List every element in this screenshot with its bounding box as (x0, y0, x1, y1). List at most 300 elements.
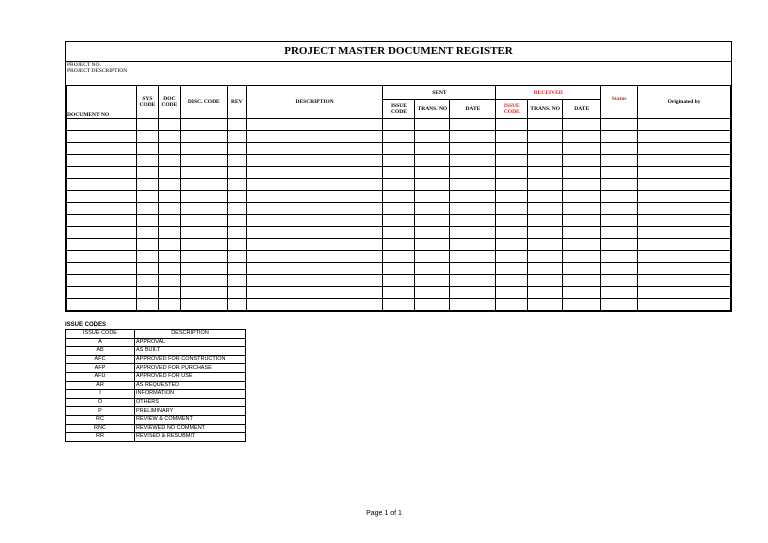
register-cell[interactable] (450, 239, 496, 251)
register-cell[interactable] (158, 167, 180, 179)
register-cell[interactable] (67, 131, 137, 143)
register-row (67, 155, 731, 167)
register-cell[interactable] (601, 239, 638, 251)
register-cell[interactable] (227, 131, 246, 143)
register-cell[interactable] (563, 275, 601, 287)
register-row (67, 239, 731, 251)
register-cell[interactable] (158, 239, 180, 251)
register-cell[interactable] (638, 239, 731, 251)
register-cell[interactable] (180, 155, 227, 167)
register-cell[interactable] (638, 179, 731, 191)
register-cell[interactable] (563, 239, 601, 251)
register-cell[interactable] (563, 299, 601, 311)
register-cell[interactable] (180, 143, 227, 155)
register-cell[interactable] (246, 167, 383, 179)
register-cell[interactable] (601, 287, 638, 299)
register-cell[interactable] (180, 167, 227, 179)
register-rows (67, 119, 731, 311)
register-cell[interactable] (528, 167, 563, 179)
register-cell[interactable] (450, 179, 496, 191)
register-cell[interactable] (450, 227, 496, 239)
col-rev: REV (227, 86, 246, 119)
register-cell[interactable] (638, 119, 731, 131)
register-cell[interactable] (383, 275, 415, 287)
col-sent-trans-no: TRANS. NO (415, 100, 450, 119)
register-cell[interactable] (180, 239, 227, 251)
register-cell[interactable] (528, 143, 563, 155)
register-cell[interactable] (528, 227, 563, 239)
register-cell[interactable] (415, 251, 450, 263)
register-cell[interactable] (563, 227, 601, 239)
register-cell[interactable] (496, 179, 528, 191)
issue-code-description: REVISED & RESUBMIT (135, 433, 246, 442)
register-cell[interactable] (496, 203, 528, 215)
register-cell[interactable] (227, 239, 246, 251)
register-cell[interactable] (136, 191, 158, 203)
register-cell[interactable] (136, 299, 158, 311)
issue-code-description: APPROVAL (135, 338, 246, 347)
col-sent-issue-code: ISSUE CODE (383, 100, 415, 119)
register-cell[interactable] (601, 299, 638, 311)
register-cell[interactable] (227, 215, 246, 227)
register-row (67, 299, 731, 311)
register-cell[interactable] (601, 155, 638, 167)
register-cell[interactable] (227, 191, 246, 203)
register-cell[interactable] (450, 131, 496, 143)
register-cell[interactable] (158, 191, 180, 203)
register-cell[interactable] (415, 167, 450, 179)
register-cell[interactable] (67, 155, 137, 167)
register-row (67, 167, 731, 179)
register-cell[interactable] (67, 299, 137, 311)
register-cell[interactable] (496, 239, 528, 251)
register-cell[interactable] (415, 203, 450, 215)
register-cell[interactable] (227, 119, 246, 131)
register-cell[interactable] (246, 287, 383, 299)
issue-code-row (66, 407, 246, 416)
register-row (67, 287, 731, 299)
register-cell[interactable] (246, 227, 383, 239)
register-cell[interactable] (528, 263, 563, 275)
register-cell[interactable] (601, 119, 638, 131)
issue-code-row (66, 355, 246, 364)
issue-code: AFU (66, 372, 135, 381)
register-cell[interactable] (563, 251, 601, 263)
register-cell[interactable] (158, 203, 180, 215)
register-cell[interactable] (415, 143, 450, 155)
register-cell[interactable] (601, 263, 638, 275)
register-cell[interactable] (601, 215, 638, 227)
register-cell[interactable] (450, 191, 496, 203)
register-cell[interactable] (528, 299, 563, 311)
register-cell[interactable] (528, 215, 563, 227)
register-row (67, 119, 731, 131)
register-cell[interactable] (601, 179, 638, 191)
register-cell[interactable] (450, 263, 496, 275)
register-row (67, 179, 731, 191)
register-cell[interactable] (528, 251, 563, 263)
register-cell[interactable] (496, 143, 528, 155)
register-cell[interactable] (638, 143, 731, 155)
issue-code-description: AS REQUESTED (135, 381, 246, 390)
register-cell[interactable] (67, 287, 137, 299)
register-cell[interactable] (180, 203, 227, 215)
register-cell[interactable] (496, 131, 528, 143)
col-group-sent: SENT (383, 86, 496, 100)
issue-code-description: REVIEWED NO COMMENT (135, 424, 246, 433)
register-cell[interactable] (246, 251, 383, 263)
register-cell[interactable] (246, 143, 383, 155)
issue-code: P (66, 407, 135, 416)
register-cell[interactable] (450, 155, 496, 167)
issue-code: AR (66, 381, 135, 390)
project-description-label: PROJECT DESCRIPTION (67, 68, 128, 74)
col-group-received: RECEIVED (496, 86, 601, 100)
register-cell[interactable] (383, 143, 415, 155)
register-cell[interactable] (601, 143, 638, 155)
register-cell[interactable] (180, 131, 227, 143)
register-cell[interactable] (450, 275, 496, 287)
register-cell[interactable] (227, 167, 246, 179)
register-cell[interactable] (383, 239, 415, 251)
col-received-trans-no: TRANS. NO (528, 100, 563, 119)
issue-code-description: REVIEW & COMMENT (135, 415, 246, 424)
register-cell[interactable] (246, 299, 383, 311)
register-cell[interactable] (227, 275, 246, 287)
register-cell[interactable] (383, 119, 415, 131)
register-cell[interactable] (563, 179, 601, 191)
register-cell[interactable] (136, 167, 158, 179)
register-cell[interactable] (415, 275, 450, 287)
register-cell[interactable] (601, 275, 638, 287)
register-cell[interactable] (415, 263, 450, 275)
register-cell[interactable] (180, 251, 227, 263)
register-cell[interactable] (496, 287, 528, 299)
issue-code-description: APPROVED FOR USE (135, 372, 246, 381)
register-cell[interactable] (638, 263, 731, 275)
register-cell[interactable] (136, 143, 158, 155)
register-cell[interactable] (158, 131, 180, 143)
register-cell[interactable] (415, 215, 450, 227)
register-row (67, 131, 731, 143)
issue-code-row (66, 433, 246, 442)
register-row (67, 275, 731, 287)
register-cell[interactable] (67, 191, 137, 203)
register-cell[interactable] (496, 275, 528, 287)
register-cell[interactable] (496, 167, 528, 179)
issue-code-row (66, 338, 246, 347)
register-cell[interactable] (383, 155, 415, 167)
register-cell[interactable] (136, 215, 158, 227)
register-cell[interactable] (601, 227, 638, 239)
register-cell[interactable] (528, 287, 563, 299)
register-cell[interactable] (136, 263, 158, 275)
register-cell[interactable] (136, 119, 158, 131)
issue-code: O (66, 398, 135, 407)
col-description: DESCRIPTION (246, 86, 383, 119)
issue-code-row (66, 390, 246, 399)
register-cell[interactable] (528, 239, 563, 251)
register-cell[interactable] (180, 227, 227, 239)
register-cell[interactable] (638, 191, 731, 203)
project-info (66, 61, 731, 86)
register-cell[interactable] (415, 191, 450, 203)
page-title: PROJECT MASTER DOCUMENT REGISTER (66, 42, 731, 62)
register-cell[interactable] (136, 155, 158, 167)
register-cell[interactable] (136, 239, 158, 251)
col-received-issue-code: ISSUE CODE (496, 100, 528, 119)
issue-code-row (66, 398, 246, 407)
register-cell[interactable] (383, 131, 415, 143)
register-cell[interactable] (136, 179, 158, 191)
register-cell[interactable] (601, 167, 638, 179)
register-cell[interactable] (246, 131, 383, 143)
register-cell[interactable] (528, 131, 563, 143)
register-cell[interactable] (528, 203, 563, 215)
register-cell[interactable] (383, 227, 415, 239)
issue-code-row (66, 424, 246, 433)
register-cell[interactable] (415, 299, 450, 311)
register-cell[interactable] (67, 179, 137, 191)
register-cell[interactable] (158, 215, 180, 227)
register-cell[interactable] (246, 215, 383, 227)
register-cell[interactable] (67, 203, 137, 215)
register-cell[interactable] (383, 167, 415, 179)
register-cell[interactable] (563, 203, 601, 215)
register-cell[interactable] (528, 119, 563, 131)
register-cell[interactable] (67, 263, 137, 275)
register-cell[interactable] (563, 131, 601, 143)
register-cell[interactable] (563, 215, 601, 227)
register-cell[interactable] (136, 251, 158, 263)
register-cell[interactable] (496, 155, 528, 167)
issue-code-description: AS BUILT (135, 347, 246, 356)
register-cell[interactable] (496, 251, 528, 263)
register-cell[interactable] (450, 287, 496, 299)
register-cell[interactable] (601, 191, 638, 203)
issue-code-row (66, 381, 246, 390)
register-cell[interactable] (601, 131, 638, 143)
register-cell[interactable] (246, 179, 383, 191)
register-cell[interactable] (227, 299, 246, 311)
register-cell[interactable] (227, 263, 246, 275)
issue-codes-title: ISSUE CODES (65, 322, 107, 328)
register-cell[interactable] (383, 287, 415, 299)
issue-codes-table (65, 329, 246, 442)
register-cell[interactable] (450, 203, 496, 215)
register-cell[interactable] (136, 275, 158, 287)
register-cell[interactable] (638, 167, 731, 179)
register-cell[interactable] (450, 167, 496, 179)
col-document-no: DOCUMENT NO (67, 86, 137, 119)
register-cell[interactable] (158, 251, 180, 263)
register-cell[interactable] (180, 287, 227, 299)
register-cell[interactable] (496, 299, 528, 311)
col-disc-code: DISC. CODE (180, 86, 227, 119)
register-cell[interactable] (528, 155, 563, 167)
register-cell[interactable] (246, 119, 383, 131)
issue-code: AFP (66, 364, 135, 373)
register-cell[interactable] (415, 227, 450, 239)
register-cell[interactable] (158, 143, 180, 155)
register-row (67, 263, 731, 275)
register-cell[interactable] (528, 191, 563, 203)
register-cell[interactable] (638, 131, 731, 143)
register-cell[interactable] (246, 203, 383, 215)
register-row (67, 143, 731, 155)
register-cell[interactable] (180, 191, 227, 203)
register-cell[interactable] (383, 179, 415, 191)
register-cell[interactable] (180, 119, 227, 131)
issue-code-description: APPROVED FOR CONSTRUCTION (135, 355, 246, 364)
register-cell[interactable] (496, 227, 528, 239)
register-cell[interactable] (227, 203, 246, 215)
issue-code-row (66, 372, 246, 381)
register-cell[interactable] (563, 287, 601, 299)
register-cell[interactable] (638, 227, 731, 239)
register-cell[interactable] (496, 215, 528, 227)
register-cell[interactable] (67, 119, 137, 131)
register-cell[interactable] (601, 251, 638, 263)
register-cell[interactable] (158, 263, 180, 275)
register-cell[interactable] (415, 155, 450, 167)
register-cell[interactable] (180, 215, 227, 227)
register-cell[interactable] (496, 119, 528, 131)
issue-code-row (66, 364, 246, 373)
register-cell[interactable] (638, 251, 731, 263)
register-cell[interactable] (136, 287, 158, 299)
register-row (67, 227, 731, 239)
register-cell[interactable] (638, 275, 731, 287)
page-footer: Page 1 of 1 (366, 510, 402, 517)
col-received-date: DATE (563, 100, 601, 119)
register-cell[interactable] (450, 251, 496, 263)
issue-code-row (66, 347, 246, 356)
register-cell[interactable] (638, 299, 731, 311)
register-cell[interactable] (227, 143, 246, 155)
register-cell[interactable] (563, 167, 601, 179)
register-cell[interactable] (67, 227, 137, 239)
issue-code: A (66, 338, 135, 347)
register-cell[interactable] (227, 287, 246, 299)
register-cell[interactable] (158, 227, 180, 239)
register-row (67, 203, 731, 215)
register-row (67, 215, 731, 227)
register-cell[interactable] (383, 251, 415, 263)
register-cell[interactable] (67, 167, 137, 179)
register-cell[interactable] (383, 191, 415, 203)
issue-code: AFC (66, 355, 135, 364)
register-cell[interactable] (67, 143, 137, 155)
register-cell[interactable] (638, 203, 731, 215)
issue-code-row (66, 415, 246, 424)
register-cell[interactable] (383, 215, 415, 227)
register-cell[interactable] (638, 215, 731, 227)
issue-codes-header-code: ISSUE CODE (66, 330, 135, 339)
register-cell[interactable] (563, 155, 601, 167)
register-cell[interactable] (383, 263, 415, 275)
register-cell[interactable] (450, 299, 496, 311)
register-cell[interactable] (158, 299, 180, 311)
register-cell[interactable] (638, 155, 731, 167)
register-cell[interactable] (496, 191, 528, 203)
issue-code: RR (66, 433, 135, 442)
register-cell[interactable] (180, 299, 227, 311)
col-doc-code: DOC CODE (158, 86, 180, 119)
register-cell[interactable] (415, 131, 450, 143)
register-cell[interactable] (227, 251, 246, 263)
issue-code: RC (66, 415, 135, 424)
register-cell[interactable] (246, 263, 383, 275)
register-cell[interactable] (450, 215, 496, 227)
register-cell[interactable] (496, 263, 528, 275)
col-originated-by: Originated by (638, 86, 731, 119)
issue-codes-rows (66, 338, 246, 441)
register-cell[interactable] (67, 251, 137, 263)
project-no-label: PROJECT NO. (67, 62, 101, 68)
register-cell[interactable] (67, 215, 137, 227)
register-cell[interactable] (67, 275, 137, 287)
register-cell[interactable] (450, 119, 496, 131)
register-cell[interactable] (227, 227, 246, 239)
register-cell[interactable] (158, 275, 180, 287)
register-cell[interactable] (246, 191, 383, 203)
register-cell[interactable] (246, 239, 383, 251)
register-cell[interactable] (415, 239, 450, 251)
register-cell[interactable] (563, 119, 601, 131)
register-cell[interactable] (158, 287, 180, 299)
register-cell[interactable] (227, 179, 246, 191)
register-cell[interactable] (638, 287, 731, 299)
register-cell[interactable] (136, 203, 158, 215)
register-cell[interactable] (450, 143, 496, 155)
register-cell[interactable] (563, 263, 601, 275)
register-sheet (65, 41, 732, 312)
issue-code-description: OTHERS (135, 398, 246, 407)
register-cell[interactable] (227, 155, 246, 167)
register-cell[interactable] (180, 263, 227, 275)
issue-codes-header-description: DESCRIPTION (135, 330, 246, 339)
issue-code-description: PRELIMINARY (135, 407, 246, 416)
register-cell[interactable] (563, 191, 601, 203)
register-cell[interactable] (246, 155, 383, 167)
register-cell[interactable] (136, 227, 158, 239)
register-cell[interactable] (158, 179, 180, 191)
register-cell[interactable] (383, 299, 415, 311)
register-cell[interactable] (415, 179, 450, 191)
register-row (67, 191, 731, 203)
register-cell[interactable] (601, 203, 638, 215)
register-cell[interactable] (563, 143, 601, 155)
col-sent-date: DATE (450, 100, 496, 119)
issue-code: RNC (66, 424, 135, 433)
register-cell[interactable] (136, 131, 158, 143)
col-status: Status (601, 86, 638, 119)
col-sys-code: SYS CODE (136, 86, 158, 119)
register-cell[interactable] (67, 239, 137, 251)
register-cell[interactable] (246, 275, 383, 287)
register-cell[interactable] (528, 275, 563, 287)
register-cell[interactable] (158, 155, 180, 167)
register-cell[interactable] (180, 179, 227, 191)
register-cell[interactable] (158, 119, 180, 131)
register-cell[interactable] (528, 179, 563, 191)
register-cell[interactable] (383, 203, 415, 215)
register-cell[interactable] (415, 287, 450, 299)
register-cell[interactable] (180, 275, 227, 287)
issue-code-description: APPROVED FOR PURCHASE (135, 364, 246, 373)
register-cell[interactable] (415, 119, 450, 131)
